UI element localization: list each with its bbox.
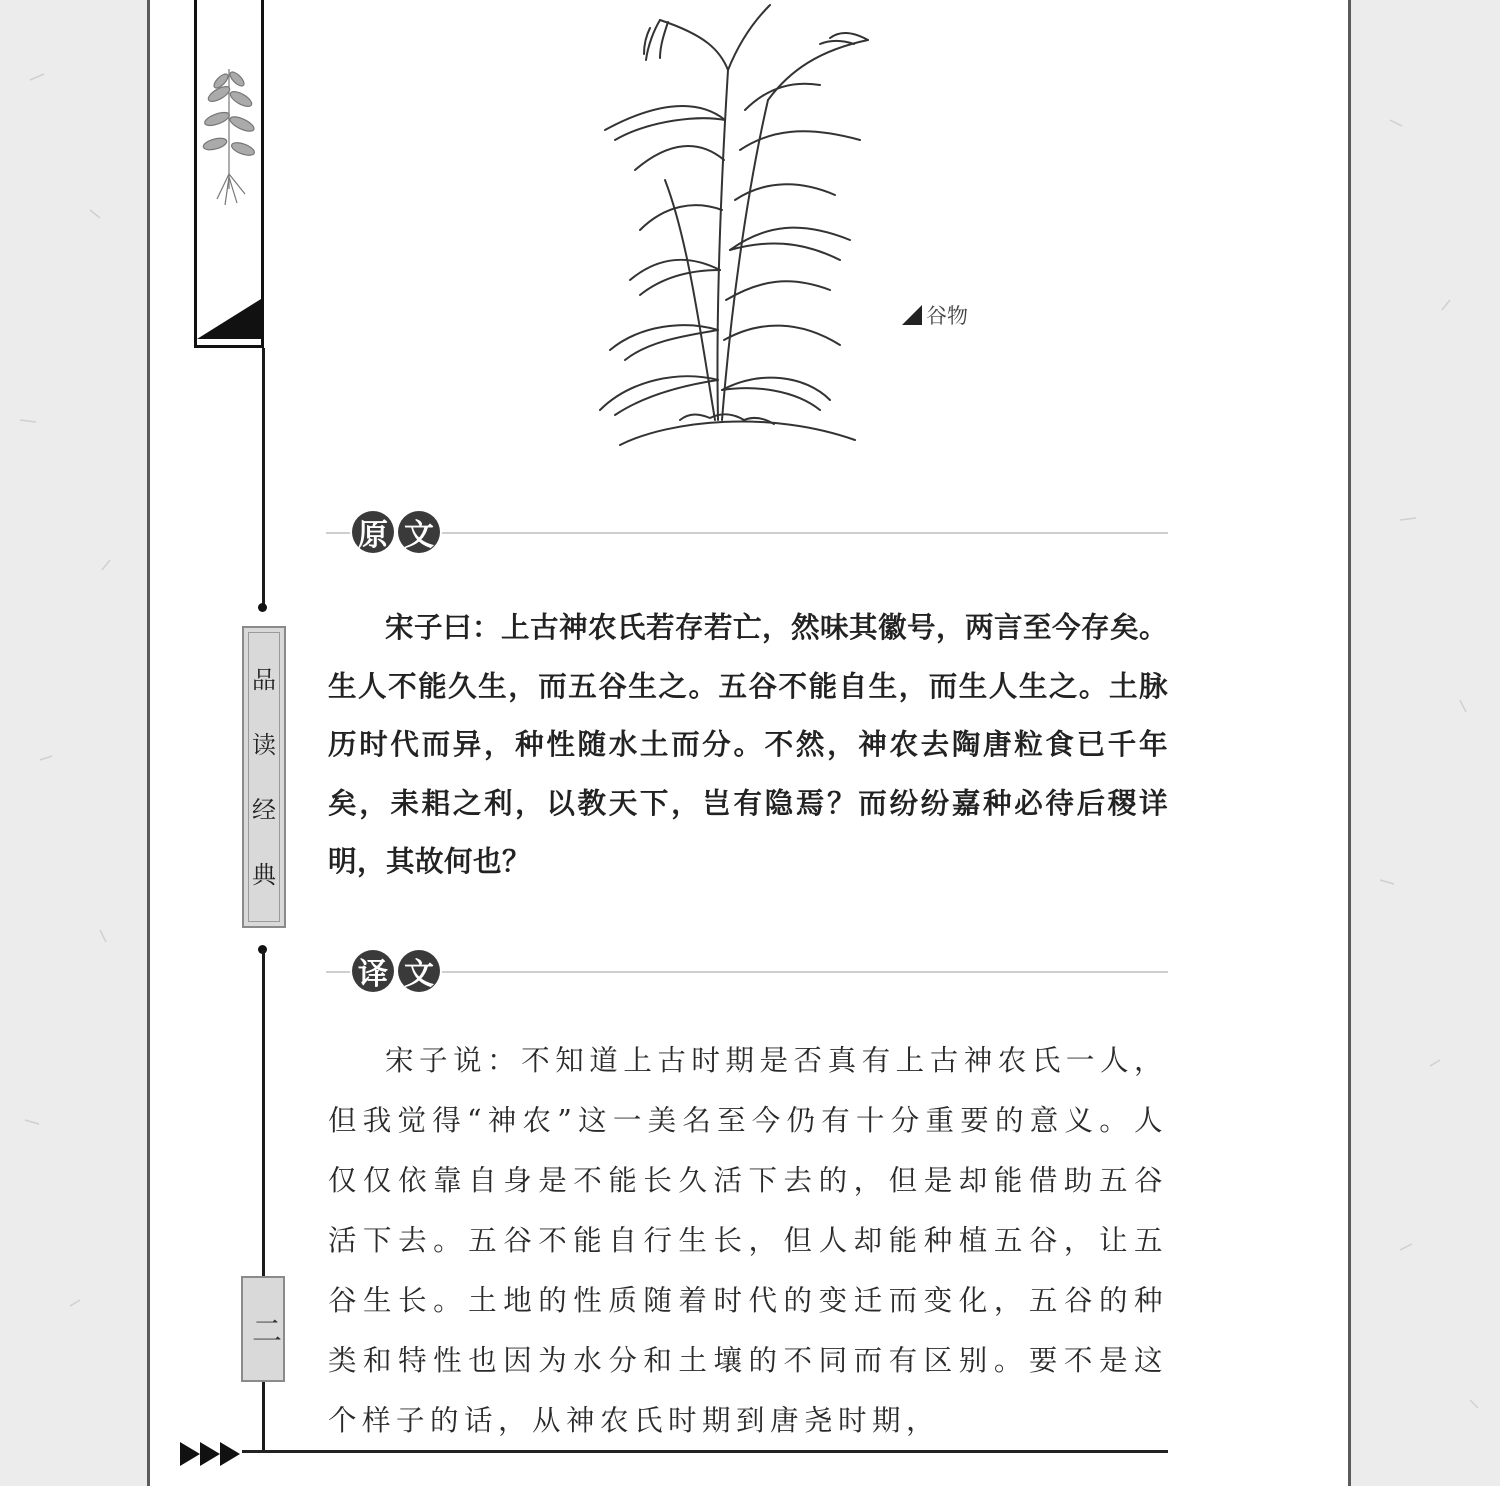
heading-badge: 原 <box>352 511 394 553</box>
heading-badge: 文 <box>398 511 440 553</box>
triple-arrow-icon <box>178 1439 248 1469</box>
spine-dot-top <box>258 603 267 612</box>
herb-thumbnail-image <box>197 0 261 345</box>
page-number: 二 <box>246 1315 281 1343</box>
section-thumbnail <box>194 0 264 348</box>
bottom-rule <box>242 1450 1168 1453</box>
translation-paragraph: 宋子说：不知道上古时期是否真有上古神农氏一人，但我觉得“神农”这一美名至今仍有十分重要的意义。人仅仅依靠自身是不能长久活下去的，但是却能借助五谷活下去。五谷不能自行生长，但人却能种植五谷，让五谷生长。土地的性质随着时代的变迁而变化，五谷的种类和特性也因为水分和土壤的不同而有区别。要不是这个样子的话，从神农氏时期到唐尧时期， <box>328 1044 1168 1437</box>
translation-heading <box>326 945 1168 997</box>
original-text-paragraph: 宋子曰：上古神农氏若存若亡，然味其徽号，两言至今存矣。生人不能久生，而五谷生之。五谷不能自生，而生人生之。土脉历时代而异，种性随水土而分。不然，神农去陶唐粒食已千年矣，耒耜之利，以教天下，岂有隐焉？而纷纷嘉种必待后稷详明，其故何也？ <box>328 610 1169 879</box>
original-text-heading <box>326 506 1168 558</box>
side-tab-char: 读 <box>252 730 276 759</box>
grain-plant-illustration <box>590 0 890 460</box>
illustration-caption <box>902 300 968 330</box>
page-number-tab <box>241 1276 285 1382</box>
left-spine-line-bottom <box>262 1382 265 1452</box>
heading-badge: 译 <box>352 950 394 992</box>
side-tab-char: 典 <box>252 860 276 889</box>
side-tab-char: 品 <box>252 665 276 694</box>
heading-badge: 文 <box>398 950 440 992</box>
caption-text: 谷物 <box>926 304 968 328</box>
side-tab-char: 经 <box>252 795 276 824</box>
side-tab-classic-reading <box>242 626 286 928</box>
caption-triangle-icon <box>902 305 922 325</box>
heading-rule <box>326 971 1168 973</box>
left-spine-line-middle <box>262 950 265 1276</box>
heading-rule <box>326 532 1168 534</box>
left-spine-line-top <box>262 348 265 608</box>
